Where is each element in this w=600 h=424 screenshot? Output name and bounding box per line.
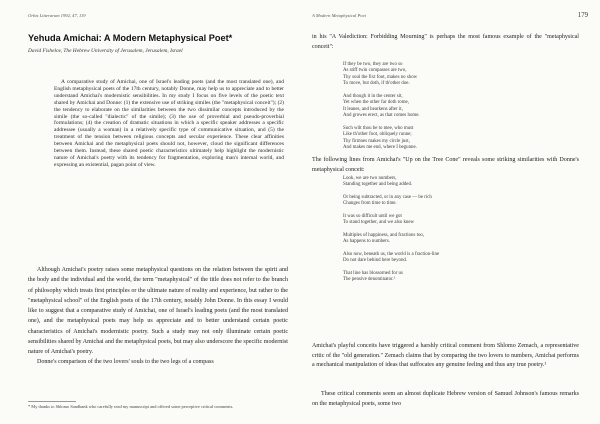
poem-line: The pensive denominator.¹ <box>343 276 396 282</box>
footnote-rule <box>28 401 76 402</box>
abstract-text: A comparative study of Amichai, one of Israel's leading poets (and the most translated one), and English metaphysical poets of the 17th century, notably Donne, may help us to appreciate and to better understand Amichai's modernistic sensibilities. In my study I focus on five levels of the poetic text shared by Amichai and Donne: (1) the extensive use of striking similes (the "metaphysical conceit"); (2) the tendency to elaborate on the similarities between the two dissimilar concepts introduced by the simile (the so-called "dialectic" of the simile); (3) the use of proverbial and pseudo-proverbial formulations; (4) the creation of dramatic situations in which a specific speaker addresses a specific addressee (usually a woman) in a relatively specific type of communicative situation, and (5) the treatment of the tension between religious concepts and secular experience. These clear affinities between Amichai and the metaphysical poets should not, however, cloud the significant differences between them. Instead, these shared poetic characteristics ultimately help highlight the modernistic nature of Amichai's poetry with its tendency for fragmentation, exploring man's internal world, and expressing an existential, pagan point of view. <box>54 79 284 168</box>
poem-line: Such wilt thou be to mee, who must <box>343 125 414 131</box>
poem-line: And growes erect, as that comes home. <box>343 113 420 119</box>
poem-line: Standing together and being added. <box>343 182 413 188</box>
page-number: 179 <box>577 12 588 19</box>
article-title: Yehuda Amichai: A Modern Metaphysical Poet* <box>28 33 233 43</box>
abstract <box>54 79 284 169</box>
poem-line: To move, but doth, if th'other doe. <box>343 81 410 87</box>
poem-line: To stand together, and we also knew <box>343 220 415 226</box>
paragraph: Donne's comparison of the two lovers' souls to the two legs of a compass <box>37 359 214 366</box>
poem-line: It was so difficult until we got <box>343 213 402 219</box>
stanza <box>343 233 573 246</box>
poem-line: Multiples of happiness, and fractions too, <box>343 232 425 238</box>
poem-line: That line has blossomed for us <box>343 270 403 276</box>
stanza <box>343 195 573 208</box>
poem-line: If they be two, they are two so <box>343 62 403 67</box>
paragraph: These critical comments seem an almost duplicate Hebrew version of Samuel Johnson's famous remarks on the metaphysical poets, some two <box>312 391 579 407</box>
author-line: David Fishelov, The Hebrew University of Jerusalem, Jerusalem, Israel <box>28 48 183 54</box>
poem-quote <box>343 176 573 289</box>
poem-line: Or being subtracted, or in any case — be rich <box>343 194 432 200</box>
poem-line: Look, we are two numbers, <box>343 176 397 181</box>
stanza <box>343 94 573 120</box>
poem-line: Yet when the other far doth rome, <box>343 100 409 106</box>
stanza <box>343 62 573 88</box>
stanza <box>343 126 573 152</box>
body-text <box>28 265 288 368</box>
right-page <box>302 0 600 424</box>
poem-line: And though it in the center sit, <box>343 93 403 99</box>
stanza <box>343 271 573 284</box>
poem-line: As stiff twin compasses are two, <box>343 68 407 74</box>
poem-line: And makes me end, where I begunne. <box>343 144 417 150</box>
footnote: * My thanks to Shlomo Sandbank who carefully read my manuscript and offered some perceptive critical comments. <box>28 404 234 409</box>
running-head: Orbis Litterarum 1992, 47, 119 <box>28 13 86 18</box>
stanza <box>343 252 573 265</box>
poem-line: Changes from time to time. <box>343 201 397 207</box>
poem-line: Do not dare behind here beyond. <box>343 258 408 264</box>
poem-quote <box>343 62 573 157</box>
poem-line: It leanes, and hearkens after it, <box>343 106 403 112</box>
poem-line: Thy firmnes makes my circle just, <box>343 138 410 144</box>
poem-line: Thy soul the fixt foot, makes no show <box>343 74 418 80</box>
stanza <box>343 214 573 227</box>
poem-line: Also now, beneath us, the world is a fraction-line <box>343 251 440 257</box>
running-head: A Modern Metaphysical Poet <box>312 13 366 18</box>
paragraph: Although Amichai's poetry raises some metaphysical questions on the relation between the spirit and the body and the individual and the world, the term "metaphysical" of the title does not refer to the branch of philosophy which treats first principles or the ultimate nature of reality and experience, but rather to the "metaphysical school" of the English poets of the 17th century, notably John Donne. In this essay I would like to suggest that a comparative study of Amichai, one of Israel's leading poets (and the most translated one), and the metaphysical poets may help us appreciate and to better understand certain poetic characteristics of Amichai's modernistic poetry. Such a study may not only illuminate certain poetic sensibilities shared by Amichai and the metaphysical poets, but may also underscore the specific modernist nature of Amichai's poetry. <box>28 267 288 355</box>
paragraph: The following lines from Amichai's "Up on the Tree Cone" reveals some striking similarities with Donne's metaphysical conceit: <box>312 157 579 173</box>
paragraph: Amichai's playful conceits have triggered a harshly critical comment from Shlomo Zemach, a representative critic of the "old generation." Zemach claims that by comparing the two lovers to numbers, Amichai performs a mechanical manipulation of ideas that suffocates any genuine feeling and thus any true poetry.¹ <box>312 343 579 369</box>
stanza <box>343 176 573 189</box>
poem-line: Like th'other foot, obliquely runne; <box>343 132 412 138</box>
paragraph: in his "A Valediction: Forbidding Mourning" is perhaps the most famous example of the "metaphysical conceit": <box>312 34 579 50</box>
poem-line: As happens to numbers. <box>343 239 390 245</box>
